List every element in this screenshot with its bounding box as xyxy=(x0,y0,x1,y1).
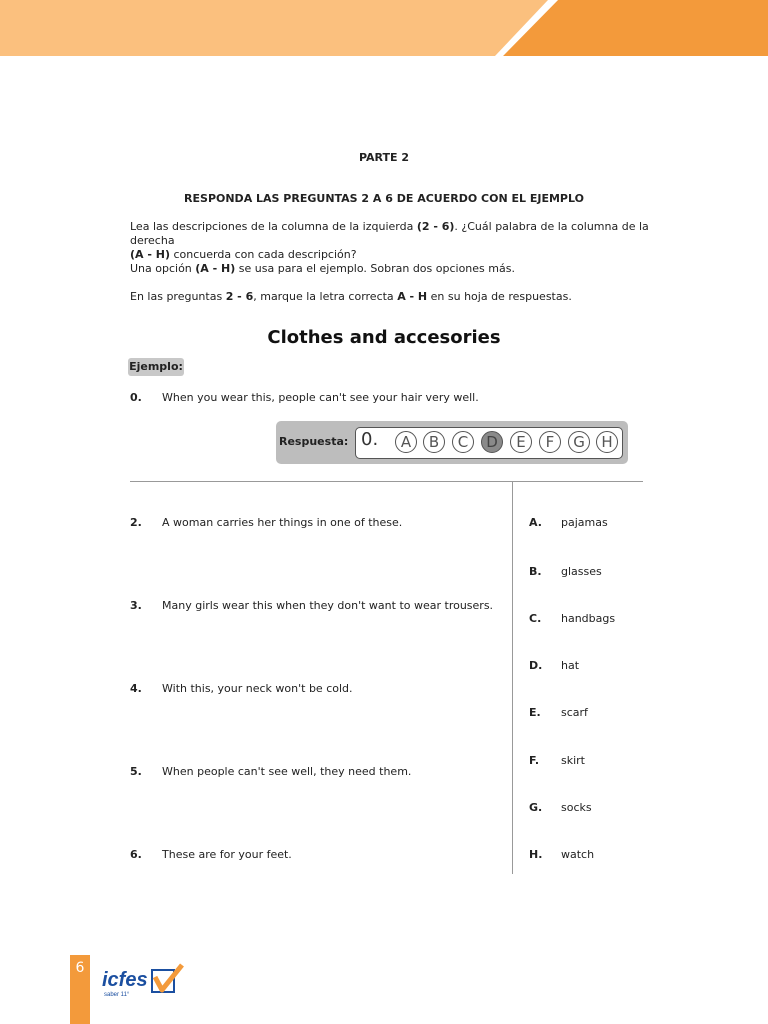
question-number: 4. xyxy=(130,682,142,695)
question-number: 6. xyxy=(130,848,142,861)
answer-label: Respuesta: xyxy=(279,435,349,448)
question-number: 3. xyxy=(130,599,142,612)
option-text: pajamas xyxy=(561,516,608,529)
logo-subtitle: saber 11° xyxy=(104,992,130,998)
option-letter: F. xyxy=(529,754,540,767)
instructions-paragraph-1: Lea las descripciones de la columna de la izquierda (2 - 6). ¿Cuál palabra de la columna de la derecha (A - H) concuerda con cada descripción? xyxy=(130,220,649,261)
answer-bubble-g[interactable]: G xyxy=(568,431,590,453)
option-letter: B. xyxy=(529,565,542,578)
question-text: When people can't see well, they need them. xyxy=(162,765,412,778)
option-letter: D. xyxy=(529,659,543,672)
example-number: 0. xyxy=(130,391,142,404)
section-title: Clothes and accesories xyxy=(267,327,501,348)
answer-bubble-h[interactable]: H xyxy=(596,431,618,453)
question-number: 2. xyxy=(130,516,142,529)
instructions-paragraph-3: En las preguntas 2 - 6, marque la letra correcta A - H en su hoja de respuestas. xyxy=(130,290,572,303)
question-text: A woman carries her things in one of these. xyxy=(162,516,403,529)
header-banner xyxy=(0,0,768,56)
question-number: 5. xyxy=(130,765,142,778)
option-letter: H. xyxy=(529,848,543,861)
option-letter: G. xyxy=(529,801,543,814)
answer-bubble-c[interactable]: C xyxy=(452,431,474,453)
table-divider-vertical xyxy=(512,482,513,874)
question-text: These are for your feet. xyxy=(162,848,292,861)
answer-bubble-e[interactable]: E xyxy=(510,431,532,453)
part-title: PARTE 2 xyxy=(358,151,410,164)
option-text: hat xyxy=(561,659,580,672)
option-text: handbags xyxy=(561,612,616,625)
logo-wordmark: icfes xyxy=(102,969,148,991)
page-number: 6 xyxy=(75,960,85,976)
answer-bubble-d-selected[interactable]: D xyxy=(481,431,503,453)
table-divider-horizontal xyxy=(130,481,643,482)
option-text: skirt xyxy=(561,754,585,767)
option-letter: C. xyxy=(529,612,542,625)
example-text: When you wear this, people can't see your hair very well. xyxy=(162,391,479,404)
answer-bubble-b[interactable]: B xyxy=(423,431,445,453)
option-text: watch xyxy=(561,848,595,861)
question-text: With this, your neck won't be cold. xyxy=(162,682,353,695)
example-label: Ejemplo: xyxy=(128,358,184,376)
option-text: socks xyxy=(561,801,592,814)
icfes-logo xyxy=(100,962,190,1002)
option-letter: A. xyxy=(529,516,542,529)
option-text: scarf xyxy=(561,706,588,719)
question-text: Many girls wear this when they don't want to wear trousers. xyxy=(162,599,494,612)
option-text: glasses xyxy=(561,565,602,578)
answer-bubble-a[interactable]: A xyxy=(395,431,417,453)
answer-number: 0. xyxy=(361,429,379,450)
answer-bubble-f[interactable]: F xyxy=(539,431,561,453)
instructions-paragraph-2: Una opción (A - H) se usa para el ejemplo. Sobran dos opciones más. xyxy=(130,262,515,275)
option-letter: E. xyxy=(529,706,541,719)
instructions-title: RESPONDA LAS PREGUNTAS 2 A 6 DE ACUERDO CON EL EJEMPLO xyxy=(184,192,584,205)
